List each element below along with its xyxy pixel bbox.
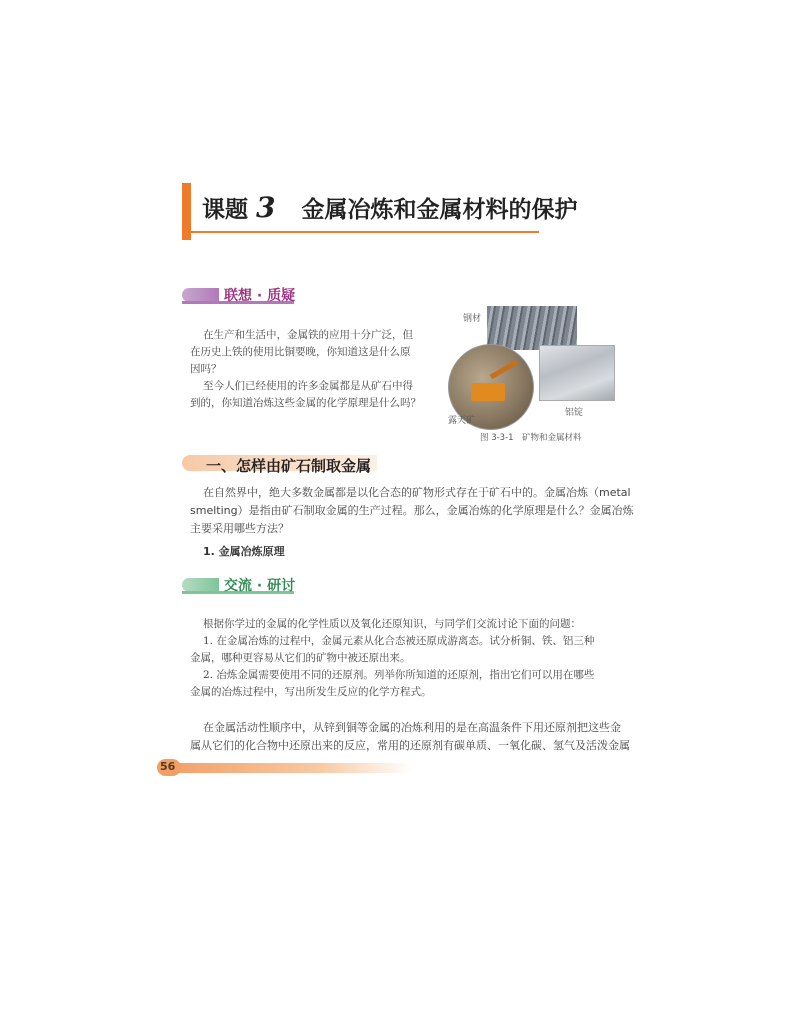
excavator-arm xyxy=(490,360,518,379)
lesson-title xyxy=(202,191,577,224)
intro-line-3: 因吗？ xyxy=(190,363,222,375)
section-tag-association xyxy=(182,286,302,304)
intro-line-1: 在生产和生活中，金属铁的应用十分广泛，但 xyxy=(203,329,413,341)
discussion-line-3: 金属，哪种更容易从它们的矿物中被还原出来。 xyxy=(190,652,411,664)
tag-pill xyxy=(182,578,219,592)
title-accent-bar xyxy=(182,183,191,240)
figure-label-mine: 露天矿 xyxy=(448,416,476,426)
section-heading-1: 一、怎样由矿石制取金属 xyxy=(206,457,372,475)
discussion-line-5: 金属的冶炼过程中，写出所发生反应的化学方程式。 xyxy=(190,686,432,698)
discussion-line-4: 2. 冶炼金属需要使用不同的还原剂。列举你所知道的还原剂，指出它们可以用在哪些 xyxy=(203,669,595,681)
intro-line-4: 至今人们已经使用的许多金属都是从矿石中得 xyxy=(203,380,413,392)
figure-label-ingot: 铝锭 xyxy=(565,408,584,418)
discussion-line-2: 1. 在金属冶炼的过程中，金属元素从化合态被还原成游离态。试分析铜、铁、铝三种 xyxy=(203,635,595,647)
figure-label-steel: 钢材 xyxy=(463,314,482,324)
discussion-line-1: 根据你学过的金属的化学性质以及氧化还原知识，与同学们交流讨论下面的问题： xyxy=(203,618,581,630)
subheading-smelting-principle: 1. 金属冶炼原理 xyxy=(203,545,285,558)
body2-line-1: 在金属活动性顺序中，从锌到铜等金属的冶炼利用的是在高温条件下用还原剂把这些金 xyxy=(203,721,621,734)
tag-label: 交流 · 研讨 xyxy=(224,578,296,594)
section-tag-discussion xyxy=(182,576,302,594)
body1-line-2: smelting）是指由矿石制取金属的生产过程。那么，金属冶炼的化学原理是什么？金属冶炼 xyxy=(190,504,634,517)
intro-line-5: 到的，你知道冶炼这些金属的化学原理是什么吗？ xyxy=(190,397,421,409)
figure-caption: 图 3-3-1 矿物和金属材料 xyxy=(480,433,582,443)
aluminum-ingot-photo xyxy=(539,345,615,401)
lesson-title-text: 金属冶炼和金属材料的保护 xyxy=(301,196,578,223)
title-underline xyxy=(191,231,539,233)
lesson-label: 课题 xyxy=(202,196,248,223)
footer-gradient-bar xyxy=(178,763,413,773)
body1-line-1: 在自然界中，绝大多数金属都是以化合态的矿物形式存在于矿石中的。金属冶炼（metal xyxy=(203,486,631,499)
page-number: 56 xyxy=(160,760,176,773)
excavator-body xyxy=(471,383,505,401)
steel-rebar-photo xyxy=(487,306,577,350)
body2-line-2: 属从它们的化合物中还原出来的反应，常用的还原剂有碳单质、一氧化碳、氢气及活泼金属 xyxy=(190,739,630,752)
intro-line-2: 在历史上铁的使用比铜要晚，你知道这是什么原 xyxy=(190,346,411,358)
tag-pill xyxy=(182,288,219,302)
lesson-number: 3 xyxy=(256,191,276,224)
tag-label: 联想 · 质疑 xyxy=(224,288,296,304)
body1-line-3: 主要采用哪些方法？ xyxy=(190,522,289,535)
